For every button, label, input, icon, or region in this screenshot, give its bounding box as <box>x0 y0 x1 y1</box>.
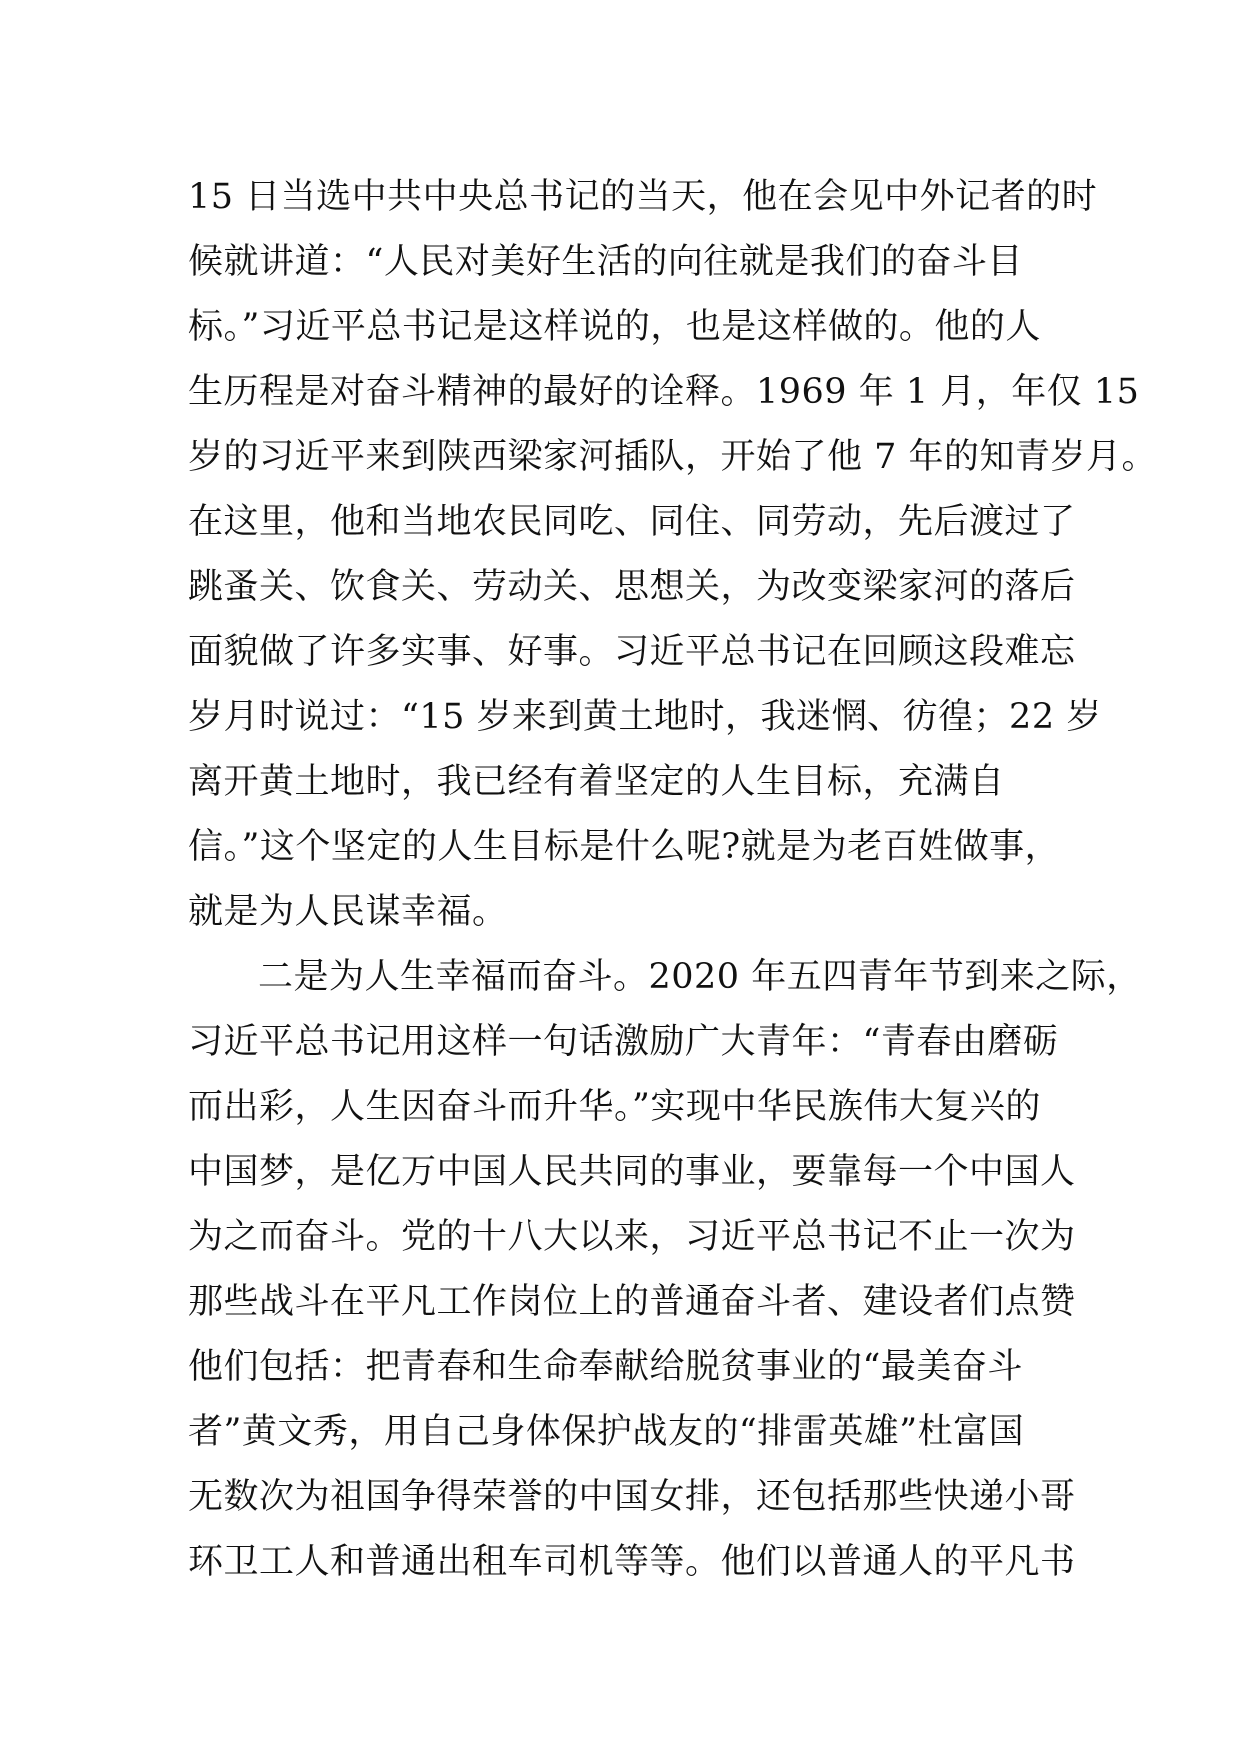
text-line: 习近平总书记用这样一句话激励广大青年：“青春由磨砺 <box>188 1022 1059 1062</box>
text-line: 面貌做了许多实事、好事。习近平总书记在回顾这段难忘 <box>188 632 1076 672</box>
text-line: 者”黄文秀，用自己身体保护战友的“排雷英雄”杜富国 <box>188 1412 1025 1452</box>
text-line: 为之而奋斗。党的十八大以来，习近平总书记不止一次为 <box>188 1217 1076 1257</box>
text-line: 标。”习近平总书记是这样说的，也是这样做的。他的人 <box>188 307 1041 347</box>
text-line: 离开黄土地时，我已经有着坚定的人生目标，充满自 <box>188 762 1005 802</box>
text-line-indented: 二是为人生幸福而奋斗。2020 年五四青年节到来之际， <box>258 957 1142 997</box>
body-text <box>188 165 1158 1595</box>
paragraph-1 <box>188 165 1158 945</box>
text-line: 中国梦，是亿万中国人民共同的事业，要靠每一个中国人 <box>188 1152 1076 1192</box>
text-line: 而出彩，人生因奋斗而升华。”实现中华民族伟大复兴的 <box>188 1087 1041 1127</box>
text-line: 候就讲道：“人民对美好生活的向往就是我们的奋斗目 <box>188 242 1023 282</box>
text-line: 岁月时说过：“15 岁来到黄土地时，我迷惘、彷徨；22 岁 <box>188 697 1102 737</box>
text-line: 无数次为祖国争得荣誉的中国女排，还包括那些快递小哥 <box>188 1477 1076 1517</box>
text-line: 环卫工人和普通出租车司机等等。他们以普通人的平凡书 <box>188 1542 1076 1582</box>
text-line: 信。”这个坚定的人生目标是什么呢?就是为老百姓做事， <box>188 827 1061 867</box>
paragraph-2 <box>188 945 1142 1595</box>
text-line: 在这里，他和当地农民同吃、同住、同劳动，先后渡过了 <box>188 502 1076 542</box>
text-line: 他们包括：把青春和生命奉献给脱贫事业的“最美奋斗 <box>188 1347 1023 1387</box>
text-line: 跳蚤关、饮食关、劳动关、思想关，为改变梁家河的落后 <box>188 567 1076 607</box>
text-line: 岁的习近平来到陕西梁家河插队，开始了他 7 年的知青岁月。 <box>188 437 1158 477</box>
text-line: 就是为人民谋幸福。 <box>188 892 508 932</box>
text-line: 15 日当选中共中央总书记的当天，他在会见中外记者的时 <box>188 177 1098 217</box>
text-line: 那些战斗在平凡工作岗位上的普通奋斗者、建设者们点赞 <box>188 1282 1076 1322</box>
text-line: 生历程是对奋斗精神的最好的诠释。1969 年 1 月，年仅 15 <box>188 372 1140 412</box>
